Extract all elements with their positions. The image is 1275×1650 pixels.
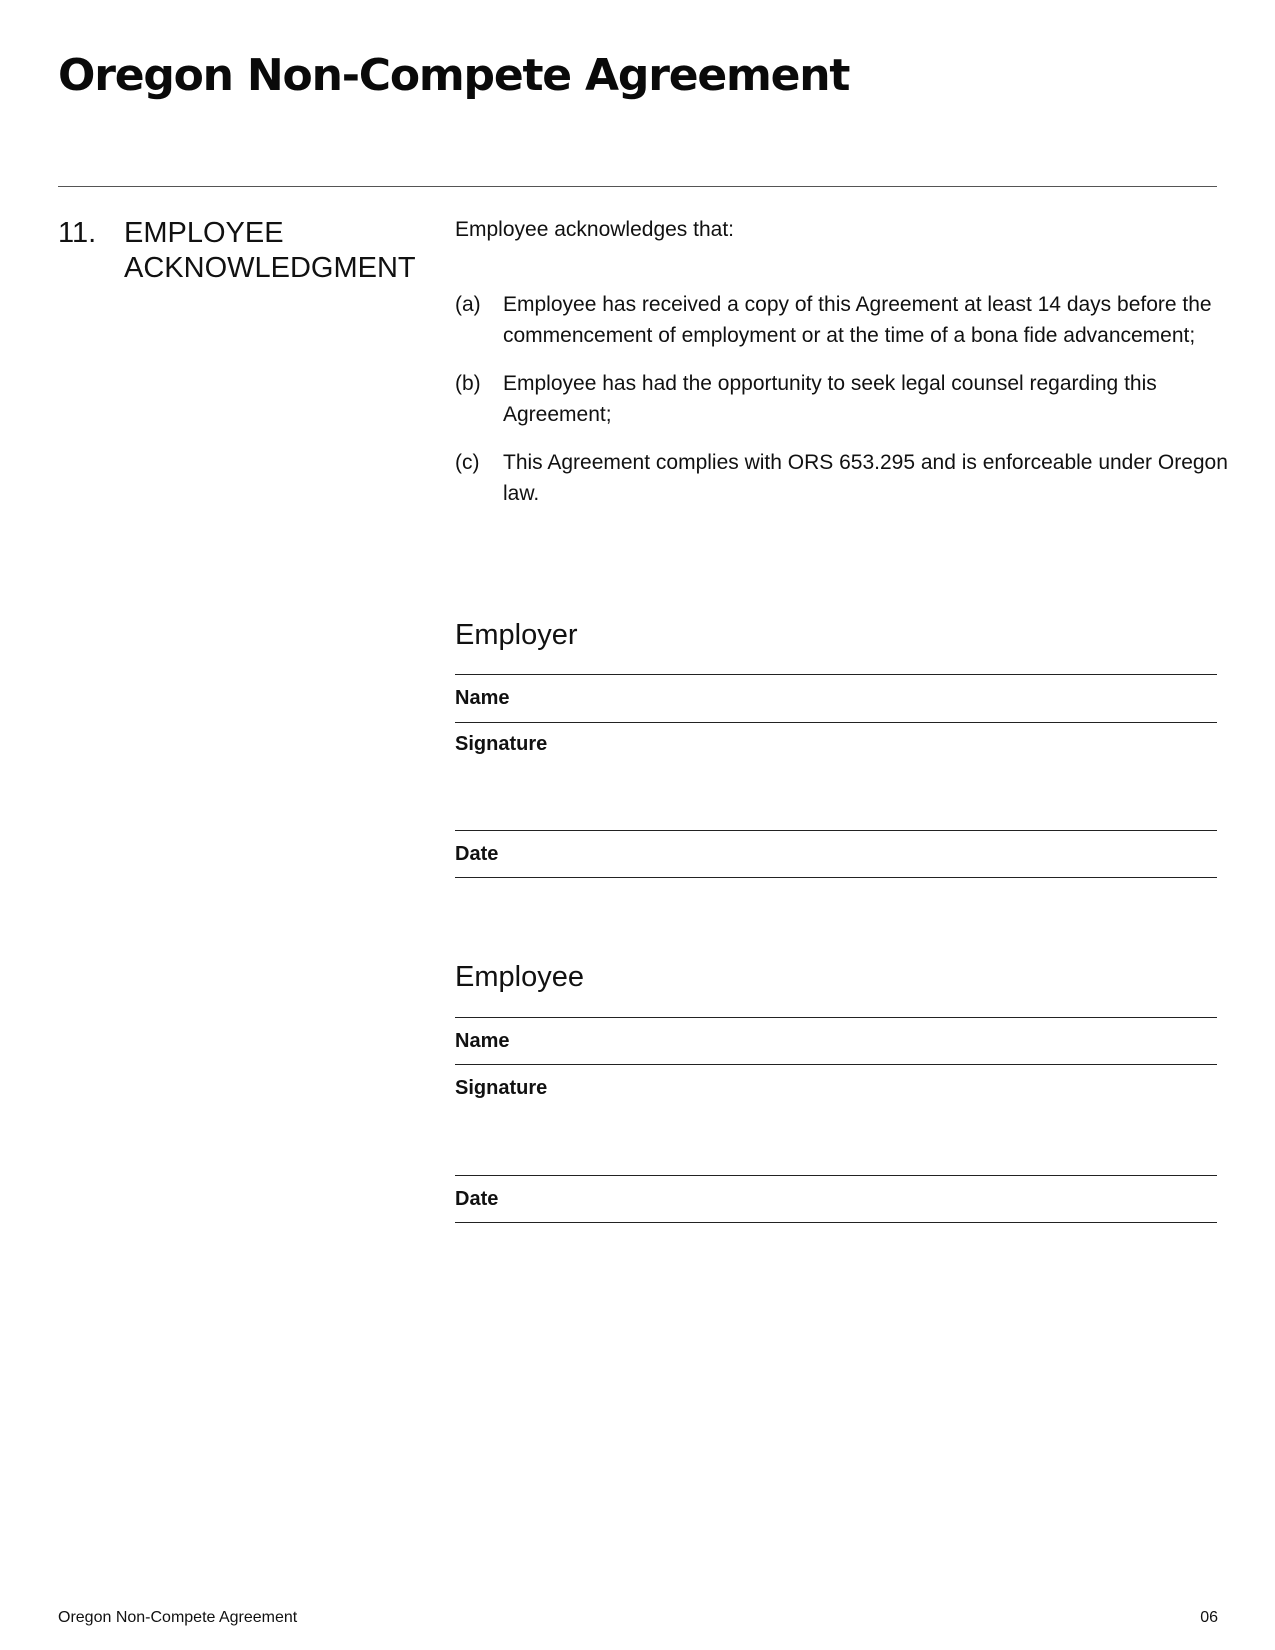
section-number: 11. (58, 217, 97, 249)
employer-signature-label: Signature (455, 733, 548, 755)
employee-block-title: Employee (455, 961, 584, 993)
employer-date-bottom-rule (455, 877, 1217, 878)
employee-date-label: Date (455, 1188, 499, 1210)
clause-label: (a) (455, 293, 481, 316)
employee-name-bottom-rule (455, 1064, 1217, 1065)
employer-date-field[interactable] (560, 832, 1210, 876)
employee-date-field[interactable] (560, 1177, 1210, 1221)
employer-signature-bottom-rule (455, 830, 1217, 831)
employee-signature-bottom-rule (455, 1175, 1217, 1176)
employer-name-bottom-rule (455, 722, 1217, 723)
clause-text: Employee has received a copy of this Agreement at least 14 days before the commencement of employment or at the time of a bona fide advancement; (503, 293, 1212, 347)
employee-name-top-rule (455, 1017, 1217, 1018)
employer-name-field[interactable] (560, 676, 1210, 720)
section-heading: EMPLOYEE ACKNOWLEDGMENT (124, 217, 416, 284)
employee-name-label: Name (455, 1030, 510, 1052)
employee-signature-field[interactable] (560, 1066, 1210, 1174)
clause-label: (c) (455, 451, 480, 474)
employee-date-bottom-rule (455, 1222, 1217, 1223)
document-title: Oregon Non-Compete Agreement (58, 50, 850, 101)
clause-text: Employee has had the opportunity to seek legal counsel regarding this Agreement; (503, 372, 1157, 426)
section-intro: Employee acknowledges that: (455, 218, 734, 241)
footer-page-number: 06 (1200, 1609, 1218, 1626)
employee-signature-label: Signature (455, 1077, 548, 1099)
employer-name-label: Name (455, 687, 510, 709)
footer-document-name: Oregon Non-Compete Agreement (58, 1609, 298, 1626)
employee-name-field[interactable] (560, 1019, 1210, 1063)
employer-signature-field[interactable] (560, 724, 1210, 828)
employer-date-label: Date (455, 843, 499, 865)
employer-block-title: Employer (455, 619, 578, 651)
employer-name-top-rule (455, 674, 1217, 675)
clause-label: (b) (455, 372, 481, 395)
clause-text: This Agreement complies with ORS 653.295 and is enforceable under Oregon law. (503, 451, 1228, 505)
title-divider (58, 186, 1217, 187)
